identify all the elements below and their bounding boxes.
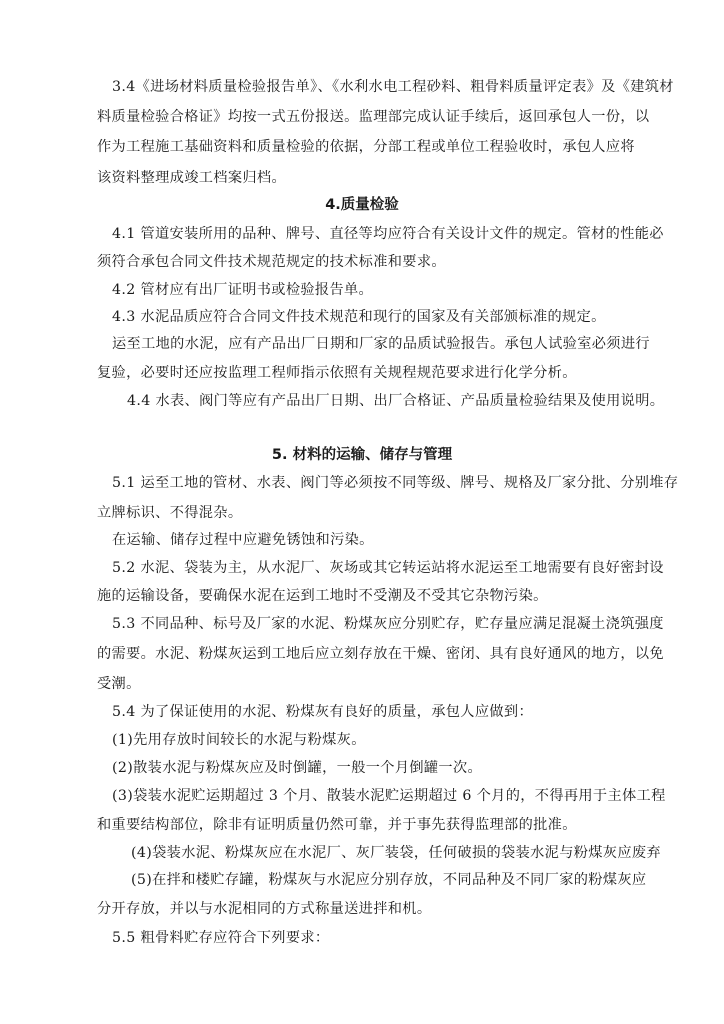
text-line: 5.1 运至工地的管材、水表、阀门等必须按不同等级、牌号、规格及厂家分批、分别堆存	[112, 475, 679, 491]
text-line: 复验，必要时还应按监理工程师指示依照有关规程规范要求进行化学分析。	[97, 365, 577, 381]
text-line: 该资料整理成竣工档案归档。	[97, 170, 286, 186]
text-line: 5.5 粗骨料贮存应符合下列要求：	[112, 930, 330, 946]
text-line: 须符合承包合同文件技术规范规定的技术标准和要求。	[97, 254, 446, 270]
text-line: 5.4 为了保证使用的水泥、粉煤灰有良好的质量，承包人应做到：	[112, 704, 533, 720]
text-line: 5.3 不同品种、标号及厂家的水泥、粉煤灰应分别贮存，贮存量应满足混凝土浇筑强度	[112, 616, 664, 632]
text-line: 在运输、储存过程中应避免锈蚀和污染。	[112, 532, 374, 548]
text-line: 5.2 水泥、袋装为主，从水泥厂、灰场或其它转运站将水泥运至工地需要有良好密封设	[112, 560, 664, 576]
text-line: 施的运输设备，要确保水泥在运到工地时不受潮及不受其它杂物污染。	[97, 588, 548, 604]
text-line: 4.2 管材应有出厂证明书或检验报告单。	[112, 282, 374, 298]
text-line: 立牌标识、不得混杂。	[97, 505, 243, 521]
text-line: (3)袋装水泥贮运期超过 3 个月、散装水泥贮运期超过 6 个月的，不得再用于主体工程	[112, 788, 666, 804]
text-line: 3.4《进场材料质量检验报告单》、《水利水电工程砂料、粗骨料质量评定表》及《建筑材	[112, 79, 674, 95]
text-line: (2)散装水泥与粉煤灰应及时倒罐，一般一个月倒罐一次。	[112, 760, 483, 776]
text-line: 4.1 管道安装所用的品种、牌号、直径等均应符合有关设计文件的规定。管材的性能必	[112, 226, 664, 242]
text-line: (1)先用存放时间较长的水泥与粉煤灰。	[112, 732, 366, 748]
section-5-heading: 5. 材料的运输、储存与管理	[271, 447, 453, 463]
text-line: 分开存放，并以与水泥相同的方式称量送进拌和机。	[97, 901, 432, 917]
text-line: 受潮。	[97, 676, 141, 692]
text-line: 运至工地的水泥，应有产品出厂日期和厂家的品质试验报告。承包人试验室必须进行	[112, 336, 650, 352]
text-line: 料质量检验合格证》均按一式五份报送。监理部完成认证手续后，返回承包人一份，以	[97, 109, 650, 125]
text-line: (5)在拌和楼贮存罐，粉煤灰与水泥应分别存放，不同品种及不同厂家的粉煤灰应	[131, 872, 647, 888]
text-line: 4.3 水泥品质应符合合同文件技术规范和现行的国家及有关部颁标准的规定。	[112, 309, 606, 325]
text-line: 的需要。水泥、粉煤灰运到工地后应立刻存放在干燥、密闭、具有良好通风的地方，以免	[97, 646, 664, 662]
text-line: 和重要结构部位，除非有证明质量仍然可靠，并于事先获得监理部的批准。	[97, 817, 577, 833]
text-line: 4.4 水表、阀门等应有产品出厂日期、出厂合格证、产品质量检验结果及使用说明。	[127, 393, 665, 409]
section-4-heading: 4.质量检验	[325, 197, 399, 213]
text-line: (4)袋装水泥、粉煤灰应在水泥厂、灰厂装袋，任何破损的袋装水泥与粉煤灰应废弃	[131, 845, 661, 861]
text-line: 作为工程施工基础资料和质量检验的依据，分部工程或单位工程验收时，承包人应将	[97, 139, 635, 155]
